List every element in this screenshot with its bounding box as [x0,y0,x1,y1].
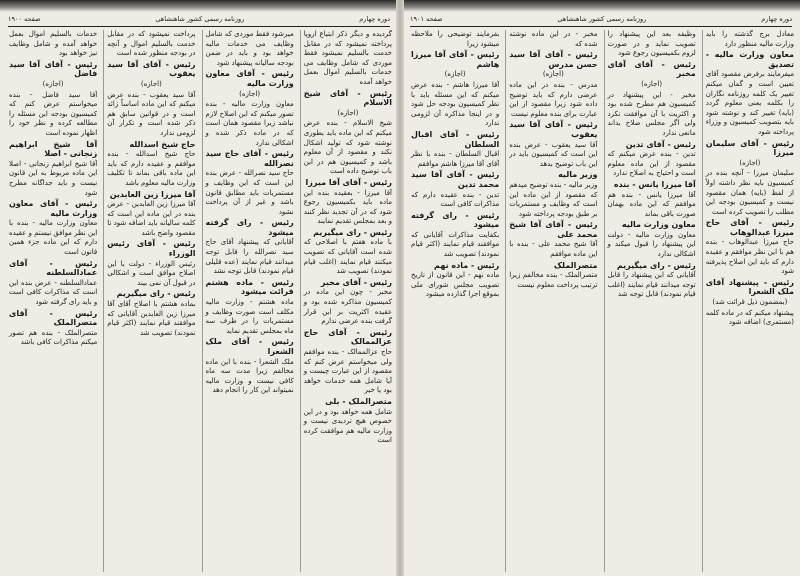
speaker-heading: رئیس - آقای سلیمان میرزا [705,138,794,158]
page-header [410,13,792,25]
paragraph: اقبال السلطان - بنده با نظر آقای آقا میرزا هاشم موافقم [411,150,500,168]
speaker-heading: آقا میرزا یانس - بنده [613,179,696,189]
paragraph: میرشود فقط موردی که شامل وظایف می خدمات مالیه خواهد بود و باید در ضمن بودجه سالیانه پیشنهاد شود [205,30,294,67]
paragraph: مدرس - بنده در این ماده عرضی دارم که باید توضیح داده شود زیرا مقصود از این عبارت برای بنده معلوم نیست [509,80,598,118]
speaker-heading: رئیس - آقای آقا میرزا [305,177,392,187]
speaker-heading: متصرالملک [553,260,598,270]
speaker-heading: رئیس - آقای آقا سید یعقوب [107,59,196,79]
header-rule [8,26,390,27]
paragraph: ملک الشعرا - بنده با این ماده مخالفم زیرا مدت سه ماه کافی نیست و وزارت مالیه نمیتواند این کار را انجام دهد [205,357,294,395]
paragraph: آقا شیخ محمد علی - بنده با این ماده موافقم [509,240,598,259]
annotation: (اجازه) [140,79,162,88]
paragraph: تدین - بنده عرض میکنم که مقصود از این ماده معلوم است و احتیاج به اصلاح ندارد [607,150,696,178]
paragraph: معاون وزارت مالیه - بنده تصور میکنم که این اصلاح لازم نباشد زیرا مقصود همان است که در ماده ذکر شده و اشکالی ندارد [205,100,294,147]
paragraph: متصرالملک - بنده هم تصور میکنم مذاکرات کافی باشد [9,328,98,347]
header-rule [410,26,792,27]
paragraph: آقا میرزا - بعقیده بنده این ماده باید بکمیسیون رجوع شود که در آن تجدید نظر کنند و بعد بمجلس تقدیم نمایند [303,188,392,226]
paragraph: آقا شیخ ابراهیم زنجانی - اصلا این ماده مربوط به این قانون نیست و باید جداگانه مطرح شود [9,159,98,197]
speaker-heading: حاج شیخ اسدالله [129,139,196,149]
paragraph: حاج سید نصرالله - عرض بنده این است که این وظایف و مستمریات باید مطابق قانون باشد و غیر از آن پرداخت نشود [205,169,294,216]
paragraph: گردیده و دیگر ذکر ابتیاع اروپا پرداخته نمیشود که در مقابل خدمت بالسلیم نمیشود فقط موردی که شامل وظایف می خدمات بالسلیم اموال بعمل خواهد آمده [303,30,392,86]
paragraph: بکفایت مذاکرات آقایانی که موافقند قیام نمایند (اکثر قیام نمودند) تصویب شد [411,230,500,259]
annotation: (بمضمون ذیل قرائت شد) [712,298,788,307]
speaker-heading: متصرالملک - بلی [325,396,392,406]
text-column [202,30,294,572]
text-column [604,30,696,572]
speaker-heading: رئیس - آقای حاج سید نصرالله [205,149,294,168]
paragraph: سلیمان میرزا - آنچه بنده در کمیسیون بایه نظر داشته اولاً از لفظ (بایه) همان مقصود نیست و کمیسیون بودجه این مطلب را تصویب کرده است [705,169,794,216]
paragraph: عمادالسلطنه - عرض بنده این است که مذاکرات کافی است و باید رای گرفته شود [9,278,98,307]
speaker-heading: رئیس - رای میگیریم [616,260,696,270]
text-column [702,30,794,572]
speaker-heading: رئیس - آقای ملک الشعرا [205,337,294,356]
paragraph: آقا سید یعقوب - بنده عرض میکنم که این ماده اساساً زائد است و در قوانین سابق هم ذکر شده است و تکرار آن لزومی ندارد [107,90,196,137]
speaker-heading: آقا میرزا زین العابدین [109,189,196,199]
speaker-heading: رئیس - آقای آقا سید فاضل [9,59,98,79]
speaker-heading: رئیس - آقای آقا شیخ محمد علی [509,220,598,239]
paragraph: خدمات بالسلیم اموال بعمل خواهد آمده و شامل وظایف نیز خواهد بود [9,30,98,58]
speaker-heading: رئیس - رای گرفته میشود [205,218,294,237]
speaker-heading: رئیس - پیشنهاد آقای ملک الشعرا [705,277,794,297]
paragraph: معاون وزارت مالیه - دولت این پیشنهاد را قبول میکند و اشکالی ندارد [607,230,696,259]
speaker-heading: رئیس - آقای مخبر [320,277,392,287]
volume-label: دوره چهارم [359,15,390,23]
paragraph: حاج عزالممالک - بنده موافقم ولی میخواستم عرض کنم که مقصود از این عبارت چیست و آیا شامل همه خدمات خواهد بود یا خیر [303,348,392,395]
volume-label: دوره چهارم [761,15,792,23]
annotation: (اجازه) [444,70,466,79]
speaker-heading: رئیس - ماده نهم [434,260,500,270]
speaker-heading: رئیس - آقای شیخ الاسلام [303,88,392,108]
annotation: (اجازه) [42,79,64,88]
paragraph: معادل برج گذشته را باید وزارت مالیه منظور دارد [705,30,794,48]
paragraph: تدین - بنده عقیده دارم که مذاکرات کافی است [411,190,500,209]
speaker-heading: رئیس - رای گرفته میشود [411,210,500,230]
speaker-heading: رئیس - آقای آقا سید یعقوب [509,120,598,139]
speaker-heading: رئیس - آقای تدین [625,139,696,149]
paragraph: آقا میرزا زین العابدین - عرض بنده در این ماده این است که کلمه سالیانه باید اضافه شود تا مقصود واضح باشد [107,200,196,237]
paragraph: متصرالملک - بنده مخالفم زیرا ترتیب پرداخت معلوم نیست [509,271,598,289]
speaker-heading: رئیس - رای میگیریم [313,227,392,237]
text-column [300,30,392,572]
speaker-heading: رئیس - آقای حاج میرزا عبدالوهاب [705,218,794,237]
annotation: (اجازه) [337,108,359,117]
speaker-heading: رئیس - آقای اقبال السلطان [411,129,500,149]
paragraph: حاج میرزا عبدالوهاب - بنده هم با این نظر موافقم و عقیده دارم که باید این اصلاح پذیرفته شود [705,238,794,276]
speaker-heading: رئیس - آقای رئیس الوزراء [107,239,196,259]
paragraph: آقا سید یعقوب - عرض بنده این است که کمیسیون باید در این باب توضیح بدهد [509,140,598,168]
annotation: (اجازه) [542,70,564,79]
speaker-heading: معاون وزارت مالیه - تصدیق [705,50,794,69]
paragraph: شامل همه خواهد بود و در این خصوص هیچ تردیدی نیست و وزارت مالیه هم موافقت کرده است [303,407,392,445]
paragraph: آقایانی که این پیشنهاد را قابل توجه میدانند قیام نمایند (اغلب قیام نمودند) قابل توجه شد [607,271,696,299]
speaker-heading: رئیس - رای میگیریم [116,289,196,299]
paragraph: مخبر - این پیشنهاد در کمیسیون هم مطرح شده بود و اکثریت با آن موافقت نکرد ولی اگر مجلس صلاح بداند مانعی ندارد [607,90,696,137]
annotation: (اجازه) [239,89,261,98]
paragraph: معاون وزارت مالیه - بنده با این نظر موافق نیستم و عقیده دارم که این ماده جزء همین قانون است [9,219,98,257]
paragraph: پیشنهاد میکنم که در ماده کلمه (مستمری) اضافه شود [705,308,794,327]
paragraph: آقا میرزا یانس - بنده هم موافقم که این ماده بهمان صورت باقی بماند [607,190,696,218]
speaker-heading: رئیس - آقای عمادالسلطنه [9,258,98,278]
paragraph: مخبر - در این ماده نوشته شده که [509,30,598,48]
paragraph: آقا سید فاضل - بنده میخواستم عرض کنم که کمیسیون بودجه این مسئله را مطالعه کرده و نظر خود را اظهار نموده است [9,90,98,137]
speaker-heading: رئیس - آقای متصرالملک [9,308,98,328]
text-column [505,30,597,572]
paragraph: ماده هشتم - وزارت مالیه مکلف است صورت وظایف و مستمریات را در ظرف سه ماه بمجلس تقدیم نماید [205,298,294,335]
text-column [408,30,499,572]
paragraph: حاج شیخ اسدالله - بنده موافقم و عقیده دارم که باید این ماده باقی بماند تا تکلیف وزارت مالیه معلوم باشد [107,150,196,187]
speaker-heading: رئیس - ماده هشتم قرائت میشود [205,277,294,297]
paragraph: بماده هشتم با اصلاح آقای آقا میرزا زین العابدین آقایانی که موافقند قیام نمایند (اکثر قیام نمودند) تصویب شد [107,300,196,337]
page-header [8,13,390,25]
paragraph: رئیس الوزراء - دولت با این اصلاح موافق است و اشکالی در قبول آن نمی بیند [107,259,196,287]
paragraph: شیخ الاسلام - بنده عرض میکنم که این ماده باید بطوری نوشته شود که تولید اشکال نکند و مقصود از آن معلوم باشد و کمیسیون هم در این باب توضیح داده است [303,119,392,176]
paragraph: آقا میرزا هاشم - بنده عرض میکنم که این مسئله باید با نظر کمیسیون بودجه حل شود و در اینجا مذاکره آن لزومی ندارد [411,80,500,128]
speaker-heading: معاون وزارت مالیه [621,220,696,230]
paragraph: با ماده هفتم با اصلاحی که شده است آقایانی که تصویب میکنند قیام نمایند (اغلب قیام نمودند) تصویب شد [303,238,392,276]
gazette-title: روزنامه رسمی کشور شاهنشاهی [155,15,245,23]
speaker-heading: رئیس - آقای حاج عزالممالک [303,327,392,347]
speaker-heading: وزیر مالیه [558,170,598,180]
speaker-heading: رئیس - آقای معاون وزارت مالیه [205,69,294,88]
paragraph: آقایانی که پیشنهاد آقای حاج سید نصرالله را قابل توجه میدانند قیام نمایند (عده قلیلی قیام نمودند) قابل توجه نشد [205,238,294,276]
speaker-heading: رئیس - آقای آقا سید محمد تدین [411,170,500,189]
page-right [402,0,800,576]
text-column [6,30,97,572]
paragraph: بفرمایند توضیحی را ملاحظه میشود زیرا [411,30,500,48]
speaker-heading: رئیس - آقای آقا میرزا هاشم [411,50,500,69]
speaker-heading: رئیس - آقای آقا سید حسن مدرس [509,50,598,69]
paragraph: پرداخت نمیشود که در مقابل خدمت بالسلیم اموال و آنچه در بودجه منظور شده است [107,30,196,58]
annotation: (اجازه) [739,158,761,167]
page-left [0,0,398,576]
columns [408,30,794,572]
speaker-heading: آقا شیخ ابراهیم زنجانی - اصلا [9,139,98,159]
paragraph: وظیفه بعد این پیشنهاد را تصویب نماید و در صورت لزوم بکمیسیون رجوع شود [607,30,696,58]
speaker-heading: رئیس - آقای معاون وزارت مالیه [9,199,98,218]
speaker-heading: رئیس - آقای آقای مخبر [607,59,696,79]
paragraph: ماده نهم - این قانون از تاریخ تصویب مجلس شورای ملی بموقع اجرا گذارده میشود [411,271,500,299]
text-column [103,30,195,572]
gazette-title: روزنامه رسمی کشور شاهنشاهی [557,15,647,23]
page-number: صفحه ۱۹۰۱ [410,15,443,23]
annotation: (اجازه) [641,79,663,88]
paragraph: وزیر مالیه - بنده توضیح میدهم که مقصود از این ماده این است که وظایف و مستمریات بر طبق بودجه پرداخته شود [509,180,598,218]
columns [6,30,392,572]
paragraph: مخبر - چون این ماده در کمیسیون مذاکره شده بود و عقیده اکثریت بر این قرار گرفت بنده عرضی ندارم [303,288,392,326]
page-number: صفحه ۱۹۰۰ [8,15,41,23]
paragraph: میفرمایند برفرض مقصود آقای تعیین است و گمان میکنم تغییر یک کلمه روزنامه نگاران را بکلمه یعنی معلوم گردد (بایه) تغییر کند و نوشته شود بایه بتصویب کمیسیون و وزراء پرداخته شود [705,70,794,136]
